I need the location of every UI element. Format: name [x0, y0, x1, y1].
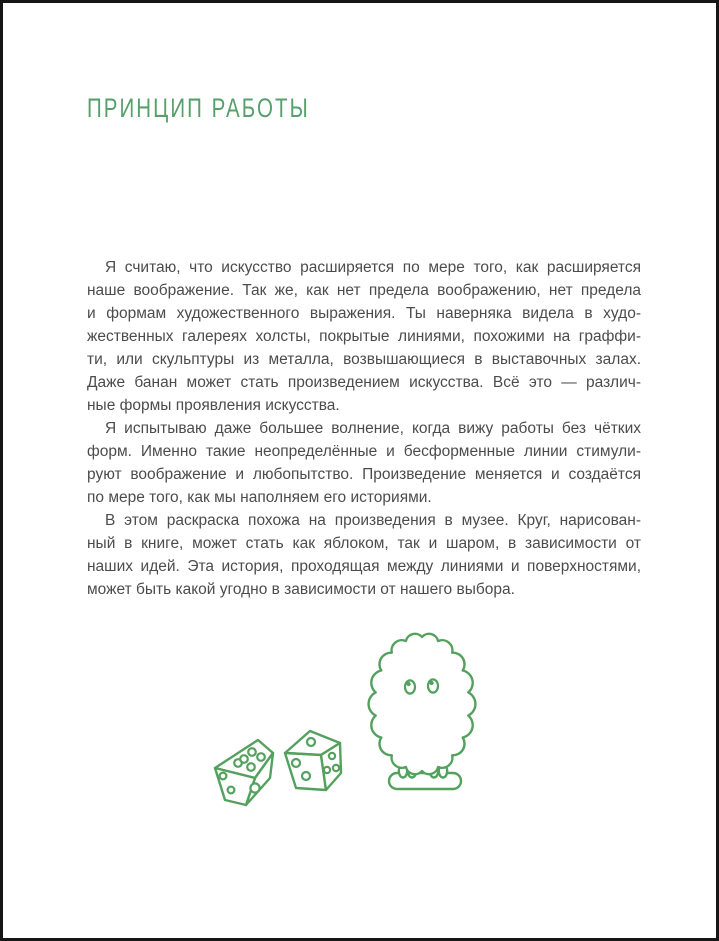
creature-and-dice-illustration [193, 615, 523, 815]
paragraph-line: Даже банан может стать произведением искусства. Всё это — различ- [87, 374, 641, 391]
paragraph-line: форм. Именно такие неопределённые и бесформенные линии стимули- [87, 443, 641, 460]
chapter-heading: ПРИНЦИП РАБОТЫ [87, 93, 310, 124]
paragraph-line: руют воображение и любопытство. Произведение меняется и создаётся [87, 466, 641, 483]
paragraph-line: и формам художественного выражения. Ты наверняка видела в худо- [87, 305, 641, 322]
paragraph-line: Я считаю, что искусство расширяется по мере того, как расширяется [105, 259, 641, 276]
paragraph-line: Я испытываю даже большее волнение, когда вижу работы без чётких [105, 420, 641, 437]
paragraph-line: жественных галереях холсты, покрытые линиями, похожими на граффи- [87, 328, 641, 345]
paragraph-line: В этом раскраска похожа на произведения в музее. Круг, нарисован- [105, 512, 641, 529]
die-right-icon [285, 731, 341, 790]
paragraph-line: ти, или скульптуры из металла, возвышающиеся в выставочных залах. [87, 351, 641, 368]
paragraph-line: по мере того, как мы наполняем его историями. [87, 489, 432, 506]
creature-body [369, 634, 476, 774]
paragraph-line: наше воображение. Так же, как нет предела воображению, нет предела [87, 282, 641, 299]
paragraph-line: ные формы проявления искусства. [87, 397, 340, 414]
die-left-icon [215, 740, 273, 805]
fluffy-creature-icon [369, 634, 476, 789]
text-block [87, 256, 641, 601]
paragraph-line: наших идей. Эта история, проходящая между линиями и поверхностями, [87, 558, 641, 575]
paragraph-line: может быть какой угодно в зависимости от нашего выбора. [87, 581, 515, 598]
paragraph-line: ный в книге, может стать как яблоком, так и шаром, в зависимости от [87, 535, 641, 552]
